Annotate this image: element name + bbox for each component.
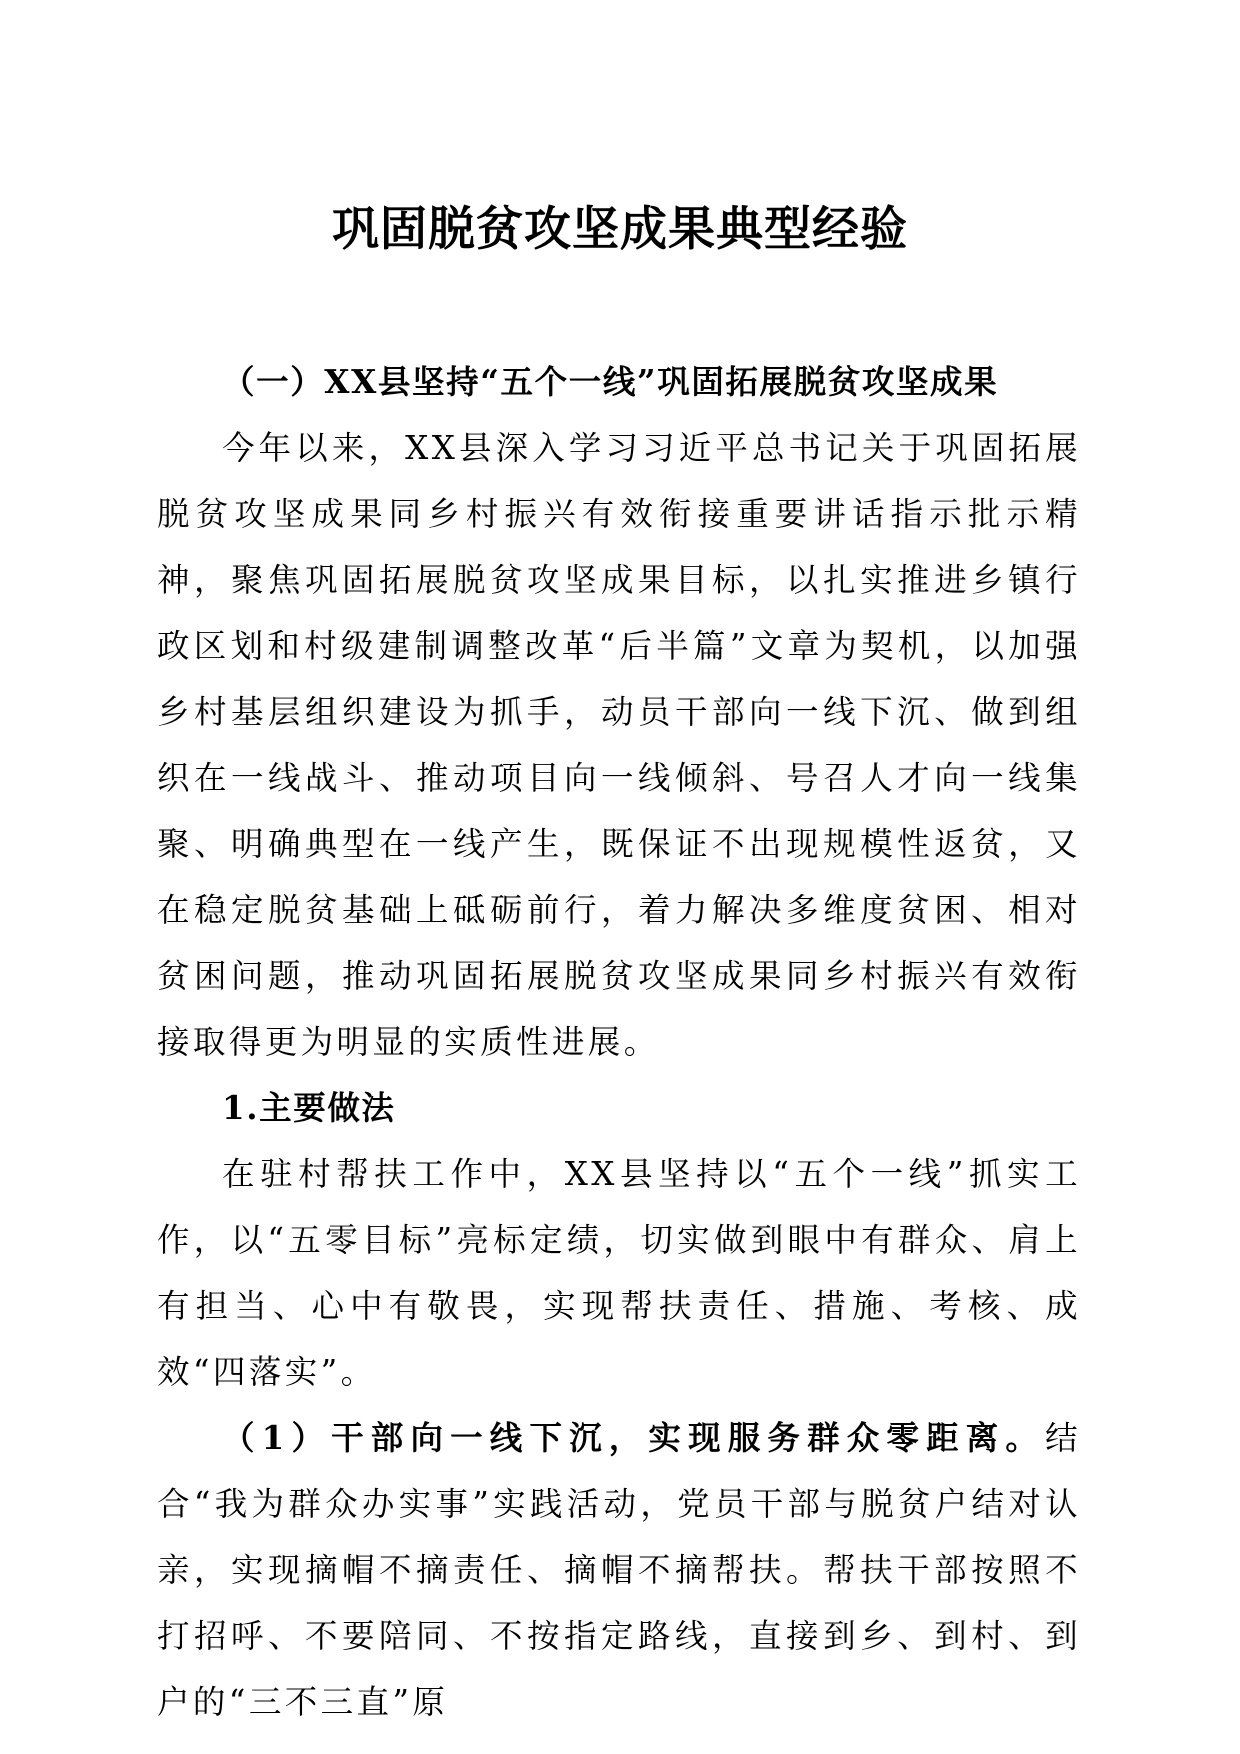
intro-paragraph: 今年以来，XX县深入学习习近平总书记关于巩固拓展脱贫攻坚成果同乡村振兴有效衔接重要讲话指示批示精神，聚焦巩固拓展脱贫攻坚成果目标，以扎实推进乡镇行政区划和村级建制调整改革“后半篇”文章为契机，以加强乡村基层组织建设为抓手，动员干部向一线下沉、做到组织在一线战斗、推动项目向一线倾斜、号召人才向一线集聚、明确典型在一线产生，既保证不出现规模性返贫，又在稳定脱贫基础上砥砺前行，着力解决多维度贫困、相对贫困问题，推动巩固拓展脱贫攻坚成果同乡村振兴有效衔接取得更为明显的实质性进展。 [157,429,1081,1061]
item-lead: （1）干部向一线下沉，实现服务群众零距离。 [222,1418,1046,1457]
document-body [157,349,1081,1735]
item-paragraph [157,1405,1081,1735]
item-text: 结合“我为群众办实事”实践活动，党员干部与脱贫户结对认亲，实现摘帽不摘责任、摘帽不摘帮扶。帮扶干部按照不打招呼、不要陪同、不按指定路线，直接到乡、到村、到户的“三不三直”原 [157,1419,1081,1721]
document-title: 巩固脱贫攻坚成果典型经验 [332,202,908,257]
subheading-main-practices: 1.主要做法 [222,1088,396,1127]
practices-paragraph: 在驻村帮扶工作中，XX县坚持以“五个一线”抓实工作，以“五零目标”亮标定绩，切实做到眼中有群众、肩上有担当、心中有敬畏，实现帮扶责任、措施、考核、成效“四落实”。 [157,1155,1081,1391]
section-heading: （一）XX县坚持“五个一线”巩固拓展脱贫攻坚成果 [222,362,999,401]
